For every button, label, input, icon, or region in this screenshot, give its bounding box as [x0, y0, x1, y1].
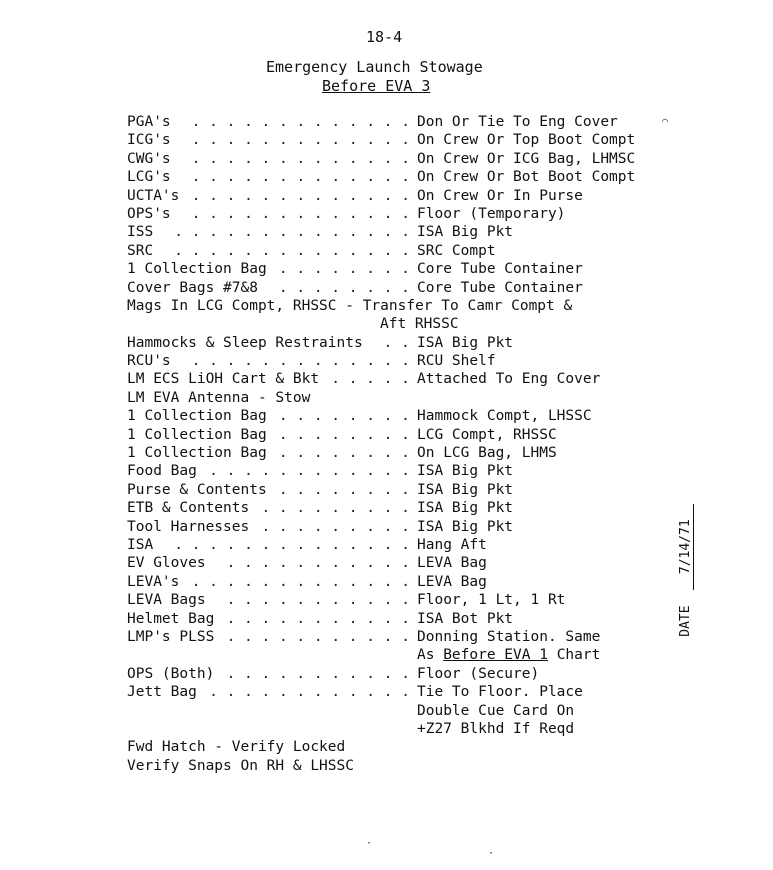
stowage-location: On LCG Bag, LHMS — [417, 445, 557, 462]
stowage-row — [127, 666, 687, 684]
stowage-location: ISA Big Pkt — [417, 334, 514, 351]
stowage-row — [127, 739, 687, 757]
stowage-item: EV Gloves — [127, 555, 206, 572]
stowage-item: CWG's — [127, 150, 171, 167]
stowage-item: RCU's — [127, 353, 171, 370]
stowage-row — [127, 353, 687, 371]
dot-leader: . . — [383, 334, 410, 351]
dot-leader: . . . . . — [331, 371, 410, 388]
date-value: 7/14/71 — [678, 504, 694, 590]
stowage-location: Hammock Compt, LHSSC — [417, 408, 592, 425]
dot-leader: . . . . . . . . . . . . . — [191, 205, 410, 222]
stowage-item: LM ECS LiOH Cart & Bkt — [127, 371, 320, 388]
dot-leader: . . . . . . . . — [278, 261, 410, 278]
page-number: 18-4 — [366, 28, 403, 46]
stowage-location: ISA Big Pkt — [417, 518, 514, 535]
dot-leader: . . . . . . . . . . . . . . — [174, 224, 410, 241]
stowage-row — [127, 500, 687, 518]
dot-leader: . . . . . . . . . — [261, 500, 410, 517]
stowage-location: Floor (Temporary) — [417, 205, 566, 222]
stowage-row — [127, 463, 687, 481]
stowage-location: Core Tube Container — [417, 279, 583, 296]
stowage-item: LMP's PLSS — [127, 628, 215, 645]
stowage-location: LCG Compt, RHSSC — [417, 426, 557, 443]
stowage-row-continuation — [127, 316, 687, 334]
stowage-location: Donning Station. Same — [417, 628, 601, 645]
stowage-row — [127, 224, 687, 242]
stowage-location: Tie To Floor. Place — [417, 684, 583, 701]
stowage-location: Core Tube Container — [417, 261, 583, 278]
dot-leader: . . . . . . . . . . . . . — [191, 353, 410, 370]
stowage-location: Attached To Eng Cover — [417, 371, 601, 388]
stowage-row — [127, 555, 687, 573]
stowage-location: ISA Big Pkt — [417, 463, 514, 480]
dot-leader: . . . . . . . . . . . . . . — [174, 536, 410, 553]
location-text: As — [417, 647, 444, 664]
stowage-location-continuation — [417, 647, 600, 663]
stowage-row-continuation — [127, 721, 687, 739]
stowage-item: LCG's — [127, 169, 171, 186]
stowage-location: LEVA Bag — [417, 573, 487, 590]
stowage-item: Cover Bags #7&8 — [127, 279, 258, 296]
stowage-row — [127, 132, 687, 150]
stowage-location: ISA Big Pkt — [417, 224, 514, 241]
stowage-row — [127, 611, 687, 629]
scan-dot: · — [488, 848, 495, 859]
stowage-instruction: LM EVA Antenna - Stow — [127, 389, 311, 406]
stowage-item: OPS's — [127, 205, 171, 222]
dot-leader: . . . . . . . . . . . — [226, 665, 410, 682]
dot-leader: . . . . . . . . . . . . . . — [174, 242, 410, 259]
dot-leader: . . . . . . . . . . . . . — [191, 573, 410, 590]
stowage-row-continuation — [127, 703, 687, 721]
stowage-row — [127, 592, 687, 610]
stowage-instruction: Mags In LCG Compt, RHSSC - Transfer To Camr Compt & — [127, 297, 573, 314]
stowage-item: Tool Harnesses — [127, 518, 250, 535]
stowage-item: UCTA's — [127, 187, 180, 204]
dot-leader: . . . . . . . . — [278, 481, 410, 498]
dot-leader: . . . . . . . . . . . . . — [191, 150, 410, 167]
stowage-item: LEVA Bags — [127, 592, 206, 609]
dot-leader: . . . . . . . . . . . . . — [191, 169, 410, 186]
date-stamp — [676, 505, 692, 665]
stowage-item: Jett Bag — [127, 684, 197, 701]
stowage-row — [127, 390, 687, 408]
stowage-location: ISA Bot Pkt — [417, 610, 514, 627]
stowage-location: SRC Compt — [417, 242, 496, 259]
stowage-item: Food Bag — [127, 463, 197, 480]
stowage-item: 1 Collection Bag — [127, 261, 267, 278]
stowage-row — [127, 114, 687, 132]
stowage-row — [127, 758, 687, 776]
stowage-row — [127, 188, 687, 206]
location-text: Chart — [547, 647, 601, 664]
page-subtitle: Before EVA 3 — [322, 77, 431, 95]
stowage-item: ISA — [127, 536, 154, 553]
stowage-list — [127, 114, 687, 776]
stowage-instruction: Verify Snaps On RH & LHSSC — [127, 757, 354, 774]
stowage-location: On Crew Or Bot Boot Compt — [417, 169, 636, 186]
dot-leader: . . . . . . . . . . . . . — [191, 132, 410, 149]
stowage-location-continuation: +Z27 Blkhd If Reqd — [417, 720, 575, 737]
stowage-item: 1 Collection Bag — [127, 408, 267, 425]
stowage-row — [127, 206, 687, 224]
stowage-item: ETB & Contents — [127, 500, 250, 517]
stowage-row — [127, 261, 687, 279]
dot-leader: . . . . . . . . . — [261, 518, 410, 535]
dot-leader: . . . . . . . . — [278, 279, 410, 296]
stowage-instruction: Fwd Hatch - Verify Locked — [127, 739, 346, 756]
stowage-location: RCU Shelf — [417, 353, 496, 370]
stowage-item: LEVA's — [127, 573, 180, 590]
chart-reference: Before EVA 1 — [443, 647, 548, 664]
stowage-row — [127, 408, 687, 426]
stowage-row — [127, 335, 687, 353]
stowage-item: Purse & Contents — [127, 481, 267, 498]
dot-leader: . . . . . . . . — [278, 445, 410, 462]
dot-leader: . . . . . . . . — [278, 426, 410, 443]
dot-leader: . . . . . . . . . . . . — [209, 463, 410, 480]
stowage-item: PGA's — [127, 114, 171, 130]
stowage-row — [127, 243, 687, 261]
scan-mark: ⌒ — [662, 116, 669, 127]
stowage-item: 1 Collection Bag — [127, 445, 267, 462]
stowage-location-continuation: Double Cue Card On — [417, 702, 575, 719]
stowage-row — [127, 445, 687, 463]
stowage-row — [127, 574, 687, 592]
stowage-location: ISA Big Pkt — [417, 481, 514, 498]
dot-leader: . . . . . . . . . . . — [226, 555, 410, 572]
dot-leader: . . . . . . . . . . . . — [209, 684, 410, 701]
stowage-instruction-continuation: Aft RHSSC — [380, 316, 459, 333]
stowage-location: On Crew Or ICG Bag, LHMSC — [417, 150, 636, 167]
dot-leader: . . . . . . . . . . . . . — [191, 114, 410, 130]
stowage-location: On Crew Or In Purse — [417, 187, 583, 204]
stowage-row — [127, 537, 687, 555]
dot-leader: . . . . . . . . . . . — [226, 592, 410, 609]
stowage-row — [127, 169, 687, 187]
stowage-row — [127, 298, 687, 316]
stowage-location: Floor, 1 Lt, 1 Rt — [417, 592, 566, 609]
dot-leader: . . . . . . . . — [278, 408, 410, 425]
stowage-item: ISS — [127, 224, 154, 241]
stowage-row — [127, 482, 687, 500]
stowage-row — [127, 427, 687, 445]
stowage-location: Don Or Tie To Eng Cover — [417, 114, 618, 130]
stowage-item: OPS (Both) — [127, 665, 215, 682]
stowage-row — [127, 684, 687, 702]
stowage-row — [127, 371, 687, 389]
stowage-row-continuation — [127, 647, 687, 665]
dot-leader: . . . . . . . . . . . — [226, 628, 410, 645]
stowage-item: 1 Collection Bag — [127, 426, 267, 443]
stowage-location: On Crew Or Top Boot Compt — [417, 132, 636, 149]
stowage-location: Hang Aft — [417, 536, 487, 553]
stowage-row — [127, 519, 687, 537]
stowage-item: Helmet Bag — [127, 610, 215, 627]
stowage-location: ISA Big Pkt — [417, 500, 514, 517]
stowage-item: ICG's — [127, 132, 171, 149]
date-label: DATE — [678, 605, 693, 637]
stowage-location: LEVA Bag — [417, 555, 487, 572]
stowage-row — [127, 151, 687, 169]
scan-dot: · — [366, 838, 373, 849]
page-title: Emergency Launch Stowage — [266, 58, 483, 76]
stowage-row — [127, 629, 687, 647]
dot-leader: . . . . . . . . . . . . . — [191, 187, 410, 204]
stowage-item: Hammocks & Sleep Restraints — [127, 334, 363, 351]
stowage-location: Floor (Secure) — [417, 665, 540, 682]
stowage-row — [127, 280, 687, 298]
stowage-item: SRC — [127, 242, 154, 259]
dot-leader: . . . . . . . . . . . — [226, 610, 410, 627]
